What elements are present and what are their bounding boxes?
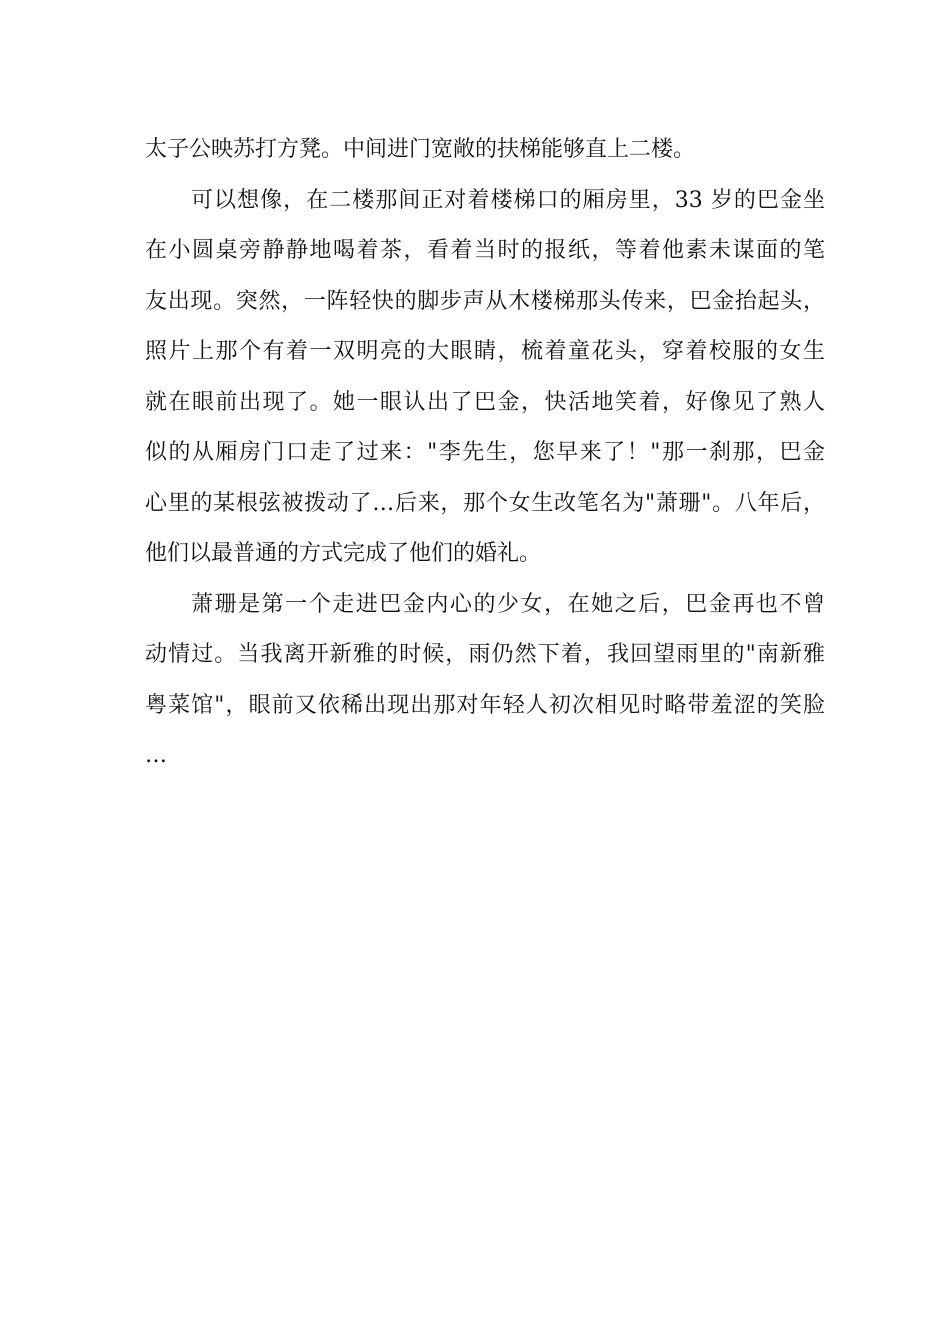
body-text <box>145 125 825 782</box>
text-line: 他们以最普通的方式完成了他们的婚礼。 <box>145 541 542 566</box>
text-line: 在小圆桌旁静静地喝着茶，看着当时的报纸，等着他素未谋面的笔 <box>145 238 825 263</box>
text-line: 照片上那个有着一双明亮的大眼睛，梳着童花头，穿着校服的女生 <box>145 339 825 364</box>
text-line: 动情过。当我离开新雅的时候，雨仍然下着，我回望雨里的"南新雅 <box>145 642 825 667</box>
text-line: … <box>145 743 167 768</box>
text-line: 友出现。突然，一阵轻快的脚步声从木楼梯那头传来，巴金抬起头， <box>145 288 825 314</box>
text-line: 粤菜馆"，眼前又依稀出现出那对年轻人初次相见时略带羞涩的笑脸 <box>145 692 825 718</box>
text-line: 就在眼前出现了。她一眼认出了巴金，快活地笑着，好像见了熟人 <box>145 389 825 415</box>
text-line: 似的从厢房门口走了过来："李先生，您早来了！"那一刹那，巴金 <box>145 440 825 465</box>
text-line: 心里的某根弦被拨动了…后来，那个女生改笔名为"萧珊"。八年后， <box>145 490 825 516</box>
text-line: 太子公映苏打方凳。中间进门宽敞的扶梯能够直上二楼。 <box>145 137 696 162</box>
paragraph-start-line: 可以想像，在二楼那间正对着楼梯口的厢房里，33 岁的巴金坐 <box>191 187 825 213</box>
paragraph-start-line: 萧珊是第一个走进巴金内心的少女，在她之后，巴金再也不曾 <box>191 591 825 617</box>
